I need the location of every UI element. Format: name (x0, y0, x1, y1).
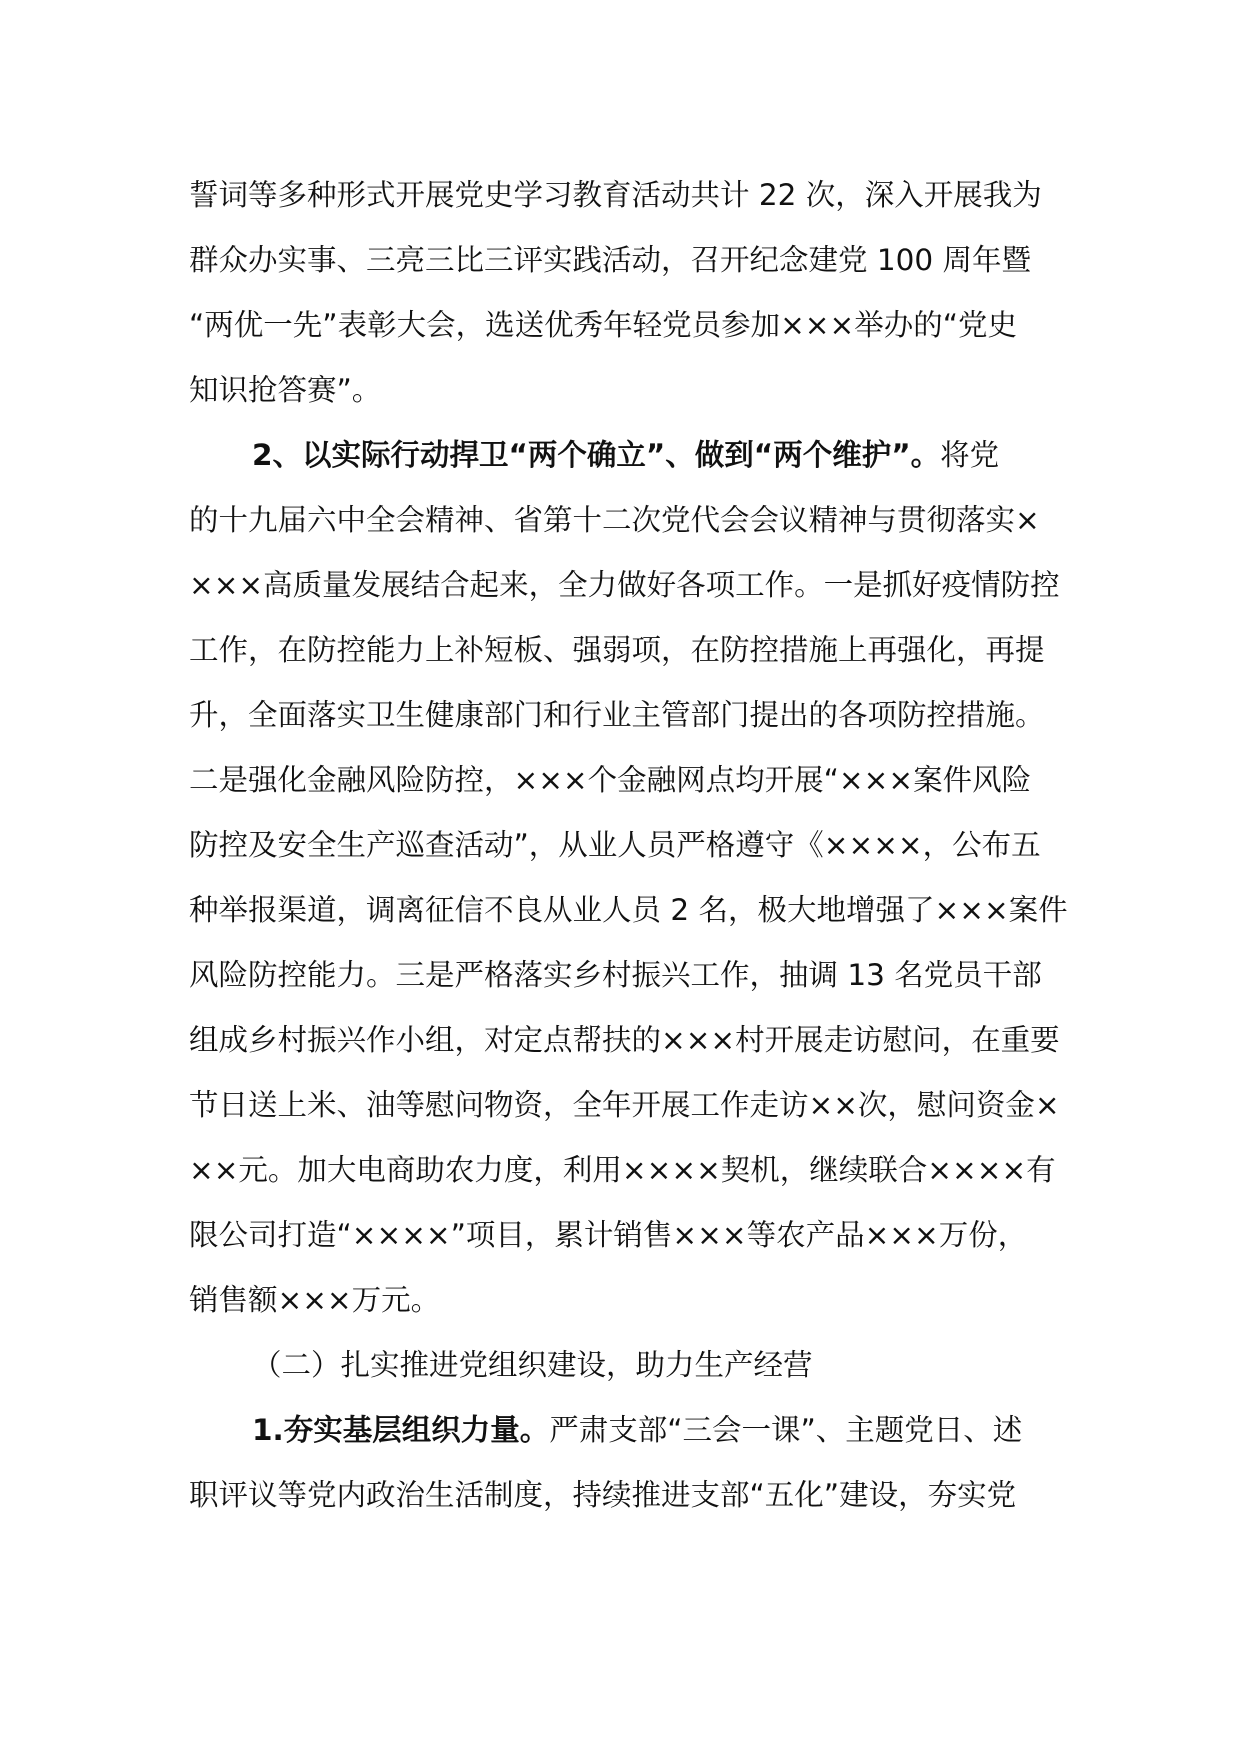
body-line: 组成乡村振兴作小组，对定点帮扶的×××村开展走访慰问，在重要 (189, 1023, 1060, 1057)
paragraph-first-line (189, 1398, 1059, 1463)
body-line: 的十九届六中全会精神、省第十二次党代会会议精神与贯彻落实× (189, 503, 1040, 537)
body-text: 严肃支部“三会一课”、主题党日、述 (549, 1413, 1023, 1447)
body-text: 将党 (940, 438, 1000, 472)
section-heading: （二）扎实推进党组织建设，助力生产经营 (252, 1348, 813, 1382)
body-line: 誓词等多种形式开展党史学习教育活动共计 22 次，深入开展我为 (189, 178, 1042, 212)
body-line: 风险防控能力。三是严格落实乡村振兴工作，抽调 13 名党员干部 (189, 958, 1042, 992)
body-line: ××元。加大电商助农力度，利用××××契机，继续联合××××有 (189, 1153, 1056, 1187)
body-line: 限公司打造“××××”项目，累计销售×××等农产品×××万份， (189, 1218, 1028, 1252)
document-body (189, 163, 1068, 1528)
paragraph-heading: 1.夯实基层组织力量。 (252, 1413, 550, 1447)
body-line: “两优一先”表彰大会，选送优秀年轻党员参加×××举办的“党史 (189, 308, 1018, 342)
body-line: 节日送上米、油等慰问物资，全年开展工作走访××次，慰问资金× (189, 1088, 1060, 1122)
paragraph-first-line (189, 423, 1059, 488)
body-line: ×××高质量发展结合起来，全力做好各项工作。一是抓好疫情防控 (189, 568, 1060, 602)
body-line: 职评议等党内政治生活制度，持续推进支部“五化”建设，夯实党 (189, 1478, 1017, 1512)
body-line: 升，全面落实卫生健康部门和行业主管部门提出的各项防控措施。 (189, 698, 1045, 732)
body-line: 二是强化金融风险防控，×××个金融网点均开展“×××案件风险 (189, 763, 1032, 797)
body-line: 知识抢答赛”。 (189, 373, 382, 407)
body-line: 工作，在防控能力上补短板、强弱项，在防控措施上再强化，再提 (189, 633, 1045, 667)
paragraph-heading: 2、以实际行动捍卫“两个确立”、做到“两个维护”。 (252, 438, 941, 472)
body-line: 销售额×××万元。 (189, 1283, 441, 1317)
body-line: 群众办实事、三亮三比三评实践活动，召开纪念建党 100 周年暨 (189, 243, 1032, 277)
body-line: 防控及安全生产巡查活动”，从业人员严格遵守《××××，公布五 (189, 828, 1041, 862)
body-line: 种举报渠道，调离征信不良从业人员 2 名，极大地增强了×××案件 (189, 893, 1068, 927)
